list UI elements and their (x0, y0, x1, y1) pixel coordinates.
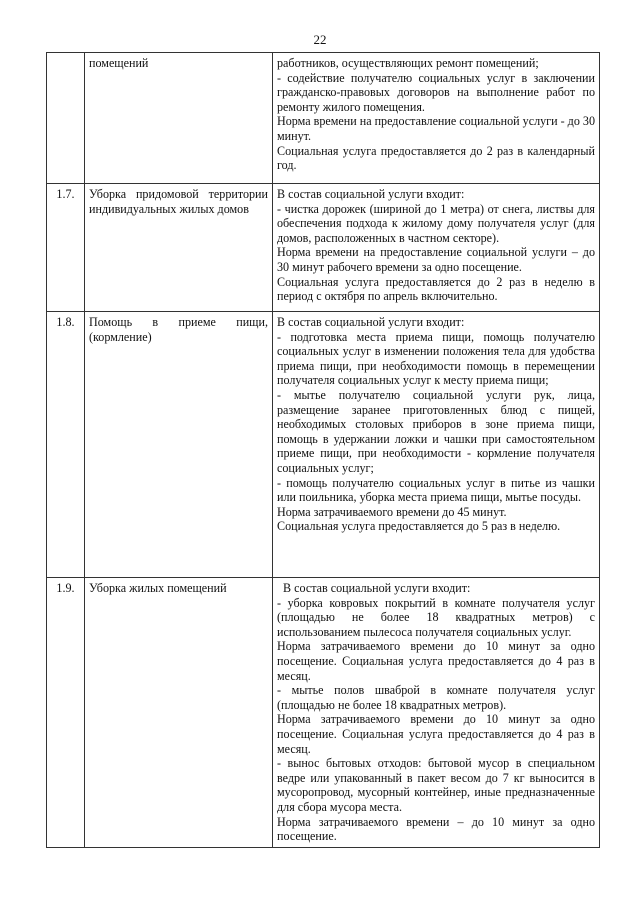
service-name: Уборка жилых помещений (85, 578, 273, 848)
description-line: В состав социальной услуги входит: (277, 315, 465, 329)
service-description (273, 578, 600, 848)
page-number: 22 (313, 32, 327, 47)
table-row (47, 53, 600, 184)
table-row (47, 578, 600, 848)
service-name: помещений (85, 53, 273, 184)
description-line: Социальная услуга предоставляется до 2 раз в календарный год. (277, 143, 595, 173)
table-row (47, 312, 600, 578)
description-line: Социальная услуга предоставляется до 5 раз в неделю. (277, 519, 561, 534)
description-line: Норма затрачиваемого времени до 10 минут за одно посещение. Социальная услуга предоставляется до 4 раз в месяц. (277, 712, 595, 756)
description-line: - уборка ковровых покрытий в комнате получателя услуг (площадью не более 18 квадратных метров) с использованием пылесоса получателя социальных услуг. (277, 595, 595, 639)
description-line: В состав социальной услуги входит: (277, 187, 465, 201)
row-number: 1.7. (47, 184, 85, 312)
description-line: - помощь получателю социальных услуг в питье из чашки или поильника, уборка места приема пищи, мытье посуды. (277, 475, 595, 505)
row-number: 1.8. (47, 312, 85, 578)
description-line: Социальная услуга предоставляется до 2 раз в неделю в период с октября по апрель включительно. (277, 274, 595, 304)
description-line: Норма затрачиваемого времени до 45 минут. (277, 504, 507, 519)
service-description (273, 184, 600, 312)
services-table (46, 52, 600, 848)
row-number: 1.9. (47, 578, 85, 848)
description-line: - подготовка места приема пищи, помощь получателю социальных услуг в изменении положения тела для удобства приема пищи, при необходимости помощь в перемещении получателя социальных услуг к месту приема пищи; (277, 329, 595, 388)
description-line: В состав социальной услуги входит: (277, 581, 471, 595)
description-line: - чистка дорожек (шириной до 1 метра) от снега, листвы для обеспечения подхода к жилому дому получателя услуг (для домов, расположенных в частном секторе). (277, 201, 595, 245)
service-name: Помощь в приеме пищи, (кормление) (85, 312, 273, 578)
description-line: - мытье получателю социальной услуги рук, лица, размещение заранее приготовленных блюд с пищей, необходимых столовых приборов в зоне приема пищи, помощь в удержании ложки и чашки при самостоятельном приеме пищи, при необходимости - кормление получателя социальных услуг; (277, 387, 595, 475)
description-line: Норма затрачиваемого времени – до 10 минут за одно посещение. (277, 814, 595, 844)
description-line: Норма затрачиваемого времени до 10 минут за одно посещение. Социальная услуга предоставляется до 4 раз в месяц. (277, 639, 595, 683)
service-description (273, 53, 600, 184)
description-line: - мытье полов шваброй в комнате получателя услуг (площадью не более 18 квадратных метров). (277, 683, 595, 712)
description-line: Норма времени на предоставление социальной услуги – до 30 минут рабочего времени за одно посещение. (277, 245, 595, 274)
service-description (273, 312, 600, 578)
service-name: Уборка придомовой территории индивидуальных жилых домов (85, 184, 273, 312)
description-line: работников, осуществляющих ремонт помещений; (277, 56, 539, 70)
table-row (47, 184, 600, 312)
description-line: Норма времени на предоставление социальной услуги - до 30 минут. (277, 114, 595, 143)
description-line: - вынос бытовых отходов: бытовой мусор в специальном ведре или упакованный в пакет весом до 7 кг выносится в мусоропровод, мусорный контейнер, иные предназначенные для сбора мусора места. (277, 756, 595, 814)
row-number (47, 53, 85, 184)
description-line: - содействие получателю социальных услуг в заключении гражданско-правовых договоров на выполнение работ по ремонту жилого помещения. (277, 70, 595, 114)
